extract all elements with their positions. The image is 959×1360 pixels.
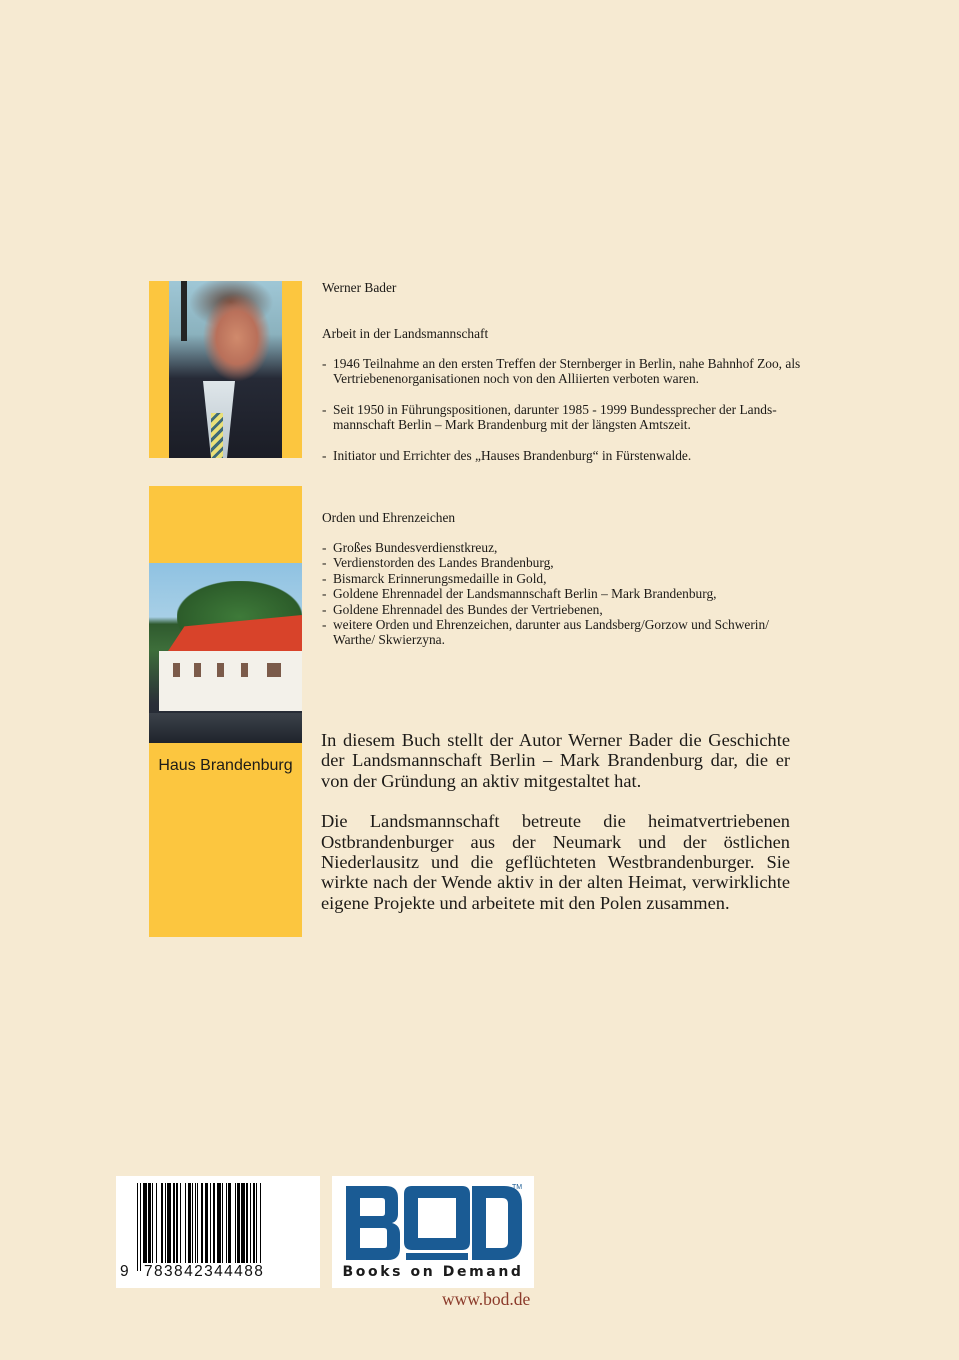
portrait-frame [149, 281, 302, 458]
house-frame [149, 486, 302, 937]
publisher-tagline: Books on Demand [342, 1264, 524, 1280]
house-photo [149, 563, 302, 743]
portrait-photo [169, 281, 282, 458]
photo-background-detail [181, 281, 187, 341]
photo-door [267, 663, 281, 677]
bio-item: - Initiator und Errichter des „Hauses Brandenburg“ in Fürstenwalde. [322, 448, 802, 463]
description-paragraph: Die Landsmannschaft betreute die heimatvertriebenen Ostbrandenburger aus der Neumark und der östlichen Niederlausitz und die geflüchteten Westbrandenburger. Sie wirkte nach der Wende aktiv in der alten Heimat, verwirklichte eigene Projekte und arbeitete mit den Polen zusammen. [321, 811, 790, 913]
photo-tie [211, 413, 223, 458]
house-caption: Haus Brandenburg [158, 757, 293, 774]
award-item: - Großes Bundesverdienstkreuz, [322, 540, 802, 555]
awards-heading: Orden und Ehrenzeichen [322, 510, 456, 525]
photo-street [149, 713, 302, 743]
bio-list [322, 356, 802, 478]
barcode-bar [261, 1183, 262, 1271]
publisher-logo [332, 1176, 534, 1288]
book-description [321, 730, 790, 913]
barcode-bars [137, 1183, 307, 1271]
photo-window [173, 663, 180, 677]
barcode-digits [120, 1263, 316, 1281]
author-name: Werner Bader [322, 280, 397, 295]
barcode-first-digit: 9 [120, 1263, 131, 1280]
award-item: - Goldene Ehrennadel des Bundes der Vertriebenen, [322, 602, 802, 617]
photo-window [241, 663, 248, 677]
award-item: - Goldene Ehrennadel der Landsmannschaft Berlin – Mark Brandenburg, [322, 586, 802, 601]
isbn-barcode [116, 1176, 320, 1288]
bod-logo-icon [344, 1184, 524, 1262]
description-paragraph: In diesem Buch stellt der Autor Werner Bader die Geschichte der Landsmannschaft Berlin – Mark Brandenburg dar, die er von der Gründung an aktiv mitgestaltet hat. [321, 730, 790, 791]
photo-walls [159, 651, 302, 711]
photo-window [217, 663, 224, 677]
awards-list [322, 540, 802, 648]
publisher-url[interactable]: www.bod.de [442, 1289, 531, 1309]
bio-section-heading: Arbeit in der Landsmannschaft [322, 326, 489, 341]
bio-item: - Seit 1950 in Führungspositionen, darunter 1985 - 1999 Bundessprecher der Lands-mannschaft Berlin – Mark Brandenburg mit der längsten Amtszeit. [322, 402, 802, 433]
bio-item: - 1946 Teilnahme an den ersten Treffen der Sternberger in Berlin, nahe Bahnhof Zoo, als Vertriebenenorganisationen noch von den Alliierten verboten waren. [322, 356, 802, 387]
trademark-symbol: TM [512, 1184, 523, 1191]
award-item: - weitere Orden und Ehrenzeichen, darunter aus Landsberg/Gorzow und Schwerin/ Warthe/ Skwierzyna. [322, 617, 802, 648]
award-item: - Bismarck Erinnerungsmedaille in Gold, [322, 571, 802, 586]
photo-window [194, 663, 201, 677]
barcode-number: 783842344488 [144, 1263, 265, 1280]
award-item: - Verdienstorden des Landes Brandenburg, [322, 555, 802, 570]
